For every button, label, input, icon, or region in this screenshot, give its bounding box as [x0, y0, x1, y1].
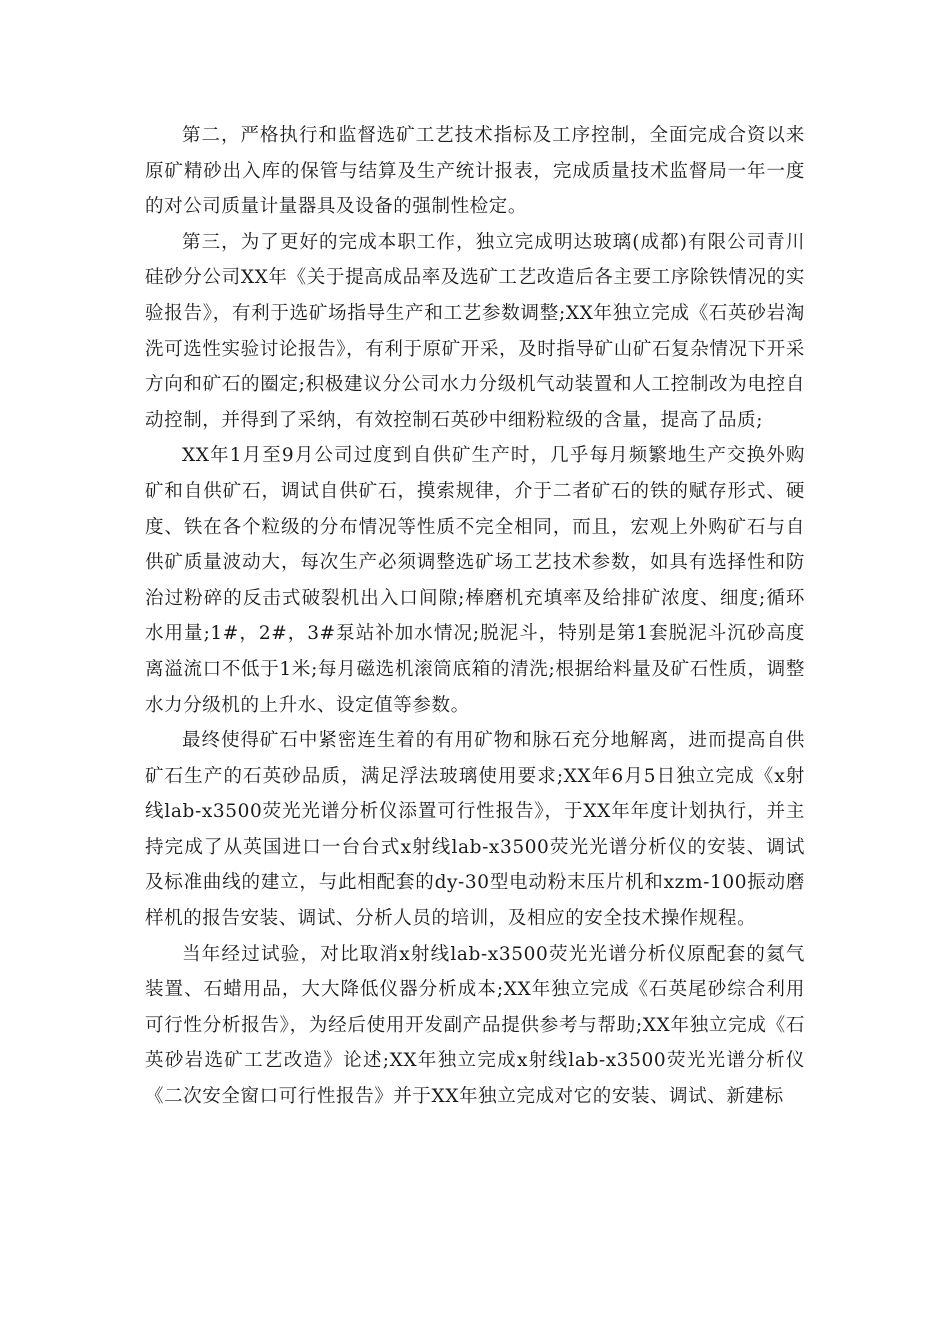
paragraph-third-point: 第三，为了更好的完成本职工作，独立完成明达玻璃(成都)有限公司青川硅砂分公司XX年《关于提高成品率及选矿工艺改造后各主要工序除铁情况的实验报告》，有利于选矿场指导生产和工艺参数调整;XX年独立完成《石英砂岩淘洗可选性实验讨论报告》，有利于原矿开采，及时指导矿山矿石复杂情况下开采方向和矿石的圈定;积极建议分公司水力分级机气动装置和人工控制改为电控自动控制，并得到了采纳，有效控制石英砂中细粉粒级的含量，提高了品质;	[145, 231, 805, 431]
document-body	[145, 118, 805, 1115]
paragraph-quality-improvement: 最终使得矿石中紧密连生着的有用矿物和脉石充分地解离，进而提高自供矿石生产的石英砂品质，满足浮法玻璃使用要求;XX年6月5日独立完成《x射线lab-x3500荧光光谱分析仪添置可行性报告》，于XX年年度计划执行，并主持完成了从英国进口一台台式x射线lab-x3500荧光光谱分析仪的安装、调试及标准曲线的建立，与此相配套的dy-30型电动粉末压片机和xzm-100振动磨样机的报告安装、调试、分析人员的培训，及相应的安全技术操作规程。	[145, 730, 805, 930]
paragraph-cost-reduction: 当年经过试验，对比取消x射线lab-x3500荧光光谱分析仪原配套的氦气装置、石蜡用品，大大降低仪器分析成本;XX年独立完成《石英尾砂综合利用可行性分析报告》，为经后使用开发副产品提供参考与帮助;XX年独立完成《石英砂岩选矿工艺改造》论述;XX年独立完成x射线lab-x3500荧光光谱分析仪《二次安全窗口可行性报告》并于XX年独立完成对它的安装、调试、新建标	[145, 943, 805, 1108]
paragraph-ore-transition: XX年1月至9月公司过度到自供矿生产时，几乎每月频繁地生产交换外购矿和自供矿石，调试自供矿石，摸索规律，介于二者矿石的铁的赋存形式、硬度、铁在各个粒级的分布情况等性质不完全相同，而且，宏观上外购矿石与自供矿质量波动大，每次生产必须调整选矿场工艺技术参数，如具有选择性和防治过粉碎的反击式破裂机出入口间隙;棒磨机充填率及给排矿浓度、细度;循环水用量;1#，2#，3#泵站补加水情况;脱泥斗，特别是第1套脱泥斗沉砂高度离溢流口不低于1米;每月磁选机滚筒底箱的清洗;根据给料量及矿石性质，调整水力分级机的上升水、设定值等参数。	[145, 445, 805, 716]
paragraph-second-point: 第二，严格执行和监督选矿工艺技术指标及工序控制，全面完成合资以来原矿精砂出入库的保管与结算及生产统计报表，完成质量技术监督局一年一度的对公司质量计量器具及设备的强制性检定。	[145, 125, 805, 218]
